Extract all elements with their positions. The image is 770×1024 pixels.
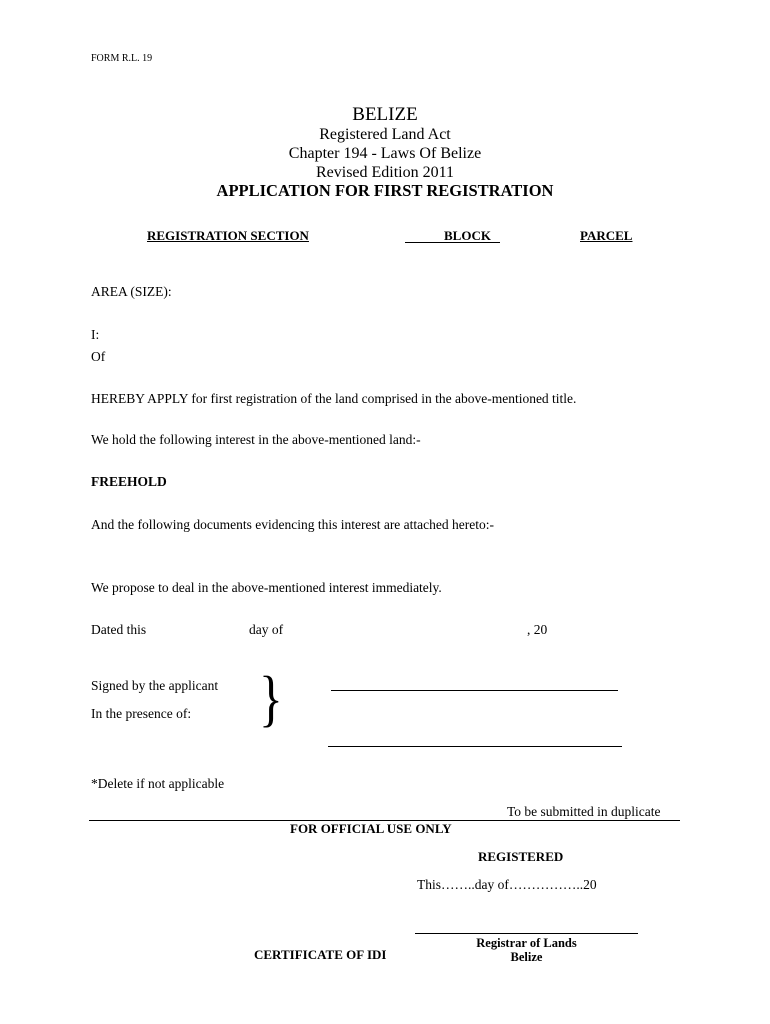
delete-footnote: *Delete if not applicable	[91, 776, 225, 791]
certificate-heading: CERTIFICATE OF IDI	[254, 947, 387, 962]
registrar-signature-line	[415, 933, 638, 934]
year-prefix: , 20	[527, 622, 548, 637]
interest-type: FREEHOLD	[91, 474, 167, 489]
form-number: FORM R.L. 19	[91, 53, 153, 64]
applicant-label: I:	[91, 327, 100, 342]
dated-this-label: Dated this	[91, 622, 147, 637]
parcel-label: PARCEL	[580, 228, 633, 243]
registered-date-line: This……..day of……………..20	[417, 877, 597, 892]
day-of-label: day of	[249, 622, 284, 637]
chapter-line: Chapter 194 - Laws Of Belize	[288, 145, 482, 162]
edition-line: Revised Edition 2011	[315, 164, 455, 181]
registrar-title: Registrar of Lands	[476, 936, 577, 950]
signed-by-label: Signed by the applicant	[91, 678, 219, 693]
of-label: Of	[91, 349, 106, 364]
signature-brace: }	[258, 665, 283, 733]
applicant-signature-line	[331, 690, 618, 691]
interest-held-text: We hold the following interest in the above-mentioned land:-	[91, 432, 421, 447]
documents-text: And the following documents evidencing this interest are attached hereto:-	[91, 517, 494, 532]
witness-signature-line	[328, 746, 622, 747]
official-use-heading: FOR OFFICIAL USE ONLY	[290, 821, 452, 836]
block-label: BLOCK	[444, 228, 491, 243]
registration-section-label: REGISTRATION SECTION	[147, 228, 309, 243]
act-name: Registered Land Act	[319, 126, 451, 143]
area-label: AREA (SIZE):	[91, 284, 172, 299]
submission-note: To be submitted in duplicate	[507, 804, 661, 819]
registrar-country: Belize	[510, 950, 543, 964]
form-title: APPLICATION FOR FIRST REGISTRATION	[216, 181, 554, 200]
hereby-apply-text: HEREBY APPLY for first registration of the land comprised in the above-mentioned title.	[91, 391, 577, 406]
propose-text: We propose to deal in the above-mentioned interest immediately.	[91, 580, 442, 595]
presence-label: In the presence of:	[91, 706, 192, 721]
registered-label: REGISTERED	[478, 849, 564, 864]
country-heading: BELIZE	[352, 104, 418, 125]
